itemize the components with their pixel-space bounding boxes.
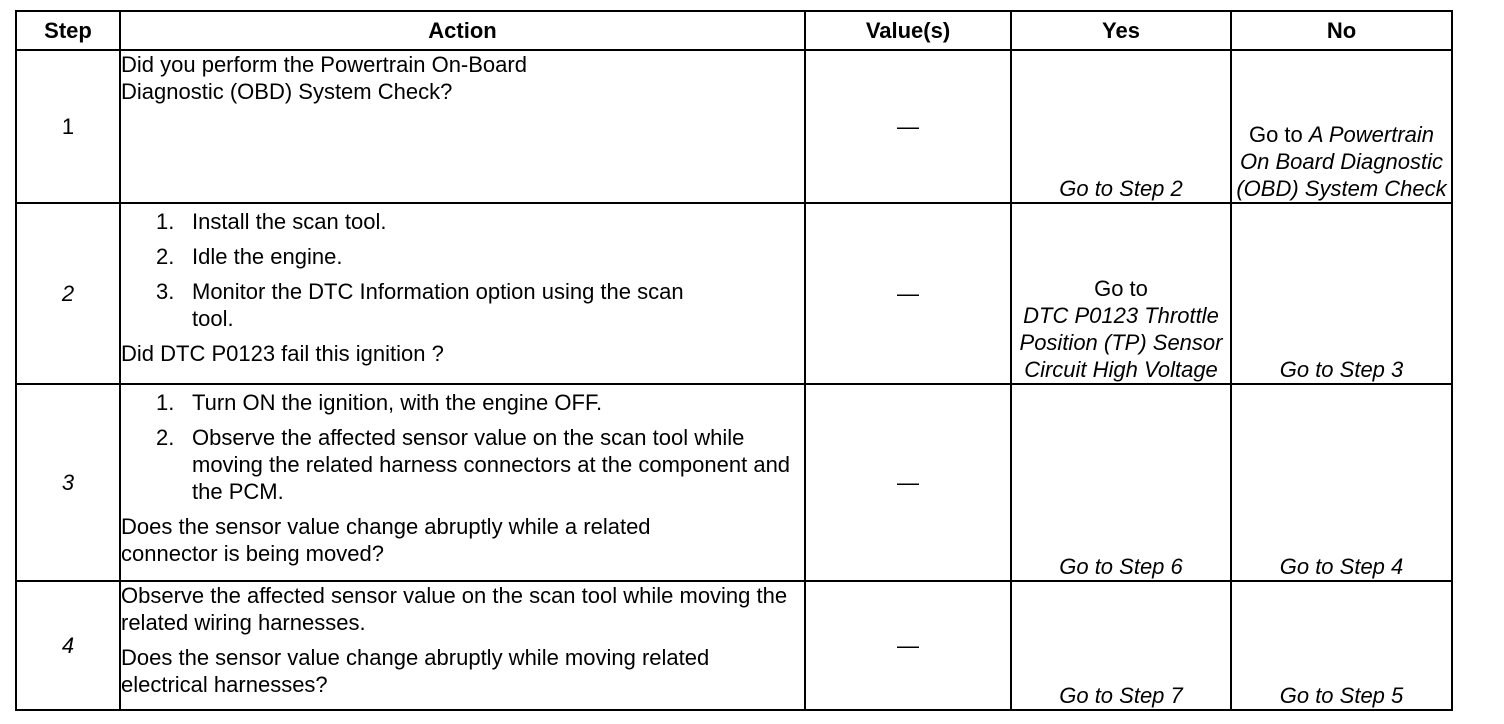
yes-link-prefix: Go to [1094,276,1148,301]
list-text: Observe the affected sensor value on the scan tool while moving the related harness connectors at the component and the PCM. [192,425,791,504]
header-values: Value(s) [805,11,1011,50]
table-row [16,203,1452,384]
table-row [16,581,1452,710]
no-link-target: A Powertrain On Board Diagnostic (OBD) System Check [1236,122,1447,201]
list-number: 1. [156,390,175,415]
yes-link[interactable]: Go to Step 2 [1011,50,1231,203]
list-number: 2. [156,244,175,269]
list-item [156,208,804,235]
yes-link[interactable]: Go to Step 6 [1011,384,1231,581]
step-number: 4 [16,581,120,710]
action-cell [120,581,805,710]
action-cell [120,384,805,581]
no-link[interactable] [1231,50,1452,203]
yes-link[interactable] [1011,203,1231,384]
step-number: 2 [16,203,120,384]
list-item [156,278,712,332]
action-instruction: Observe the affected sensor value on the scan tool while moving the related wiring harnesses. [121,583,788,635]
header-action: Action [120,11,805,50]
action-steps [121,389,804,505]
list-number: 3. [156,279,175,304]
table-row [16,384,1452,581]
action-question: Does the sensor value change abruptly while moving related electrical harnesses? [121,645,710,697]
action-question: Does the sensor value change abruptly while a related connector is being moved? [121,514,651,566]
action-question: Did DTC P0123 fail this ignition ? [121,341,444,366]
list-text: Monitor the DTC Information option using the scan tool. [192,279,684,331]
action-cell [120,203,805,384]
no-link[interactable]: Go to Step 5 [1231,581,1452,710]
list-text: Turn ON the ignition, with the engine OFF. [192,390,603,415]
diagnostic-table [15,10,1453,711]
value-cell: — [805,203,1011,384]
list-item [156,389,804,416]
action-cell [120,50,805,203]
step-number: 1 [16,50,120,203]
list-text: Idle the engine. [192,244,343,269]
yes-link-target: DTC P0123 Throttle Position (TP) Sensor Circuit High Voltage [1019,303,1223,382]
step-number: 3 [16,384,120,581]
value-cell: — [805,384,1011,581]
value-cell: — [805,50,1011,203]
action-steps [121,208,804,332]
list-text: Install the scan tool. [192,209,387,234]
action-question: Did you perform the Powertrain On-Board Diagnostic (OBD) System Check? [121,52,527,104]
list-number: 1. [156,209,175,234]
header-row [16,11,1452,50]
yes-link[interactable]: Go to Step 7 [1011,581,1231,710]
no-link[interactable]: Go to Step 4 [1231,384,1452,581]
no-link-prefix: Go to [1248,122,1303,147]
table-row [16,50,1452,203]
no-link[interactable]: Go to Step 3 [1231,203,1452,384]
header-no: No [1231,11,1452,50]
list-number: 2. [156,425,175,450]
list-item [156,243,804,270]
header-yes: Yes [1011,11,1231,50]
header-step: Step [16,11,120,50]
list-item [156,424,804,505]
value-cell: — [805,581,1011,710]
